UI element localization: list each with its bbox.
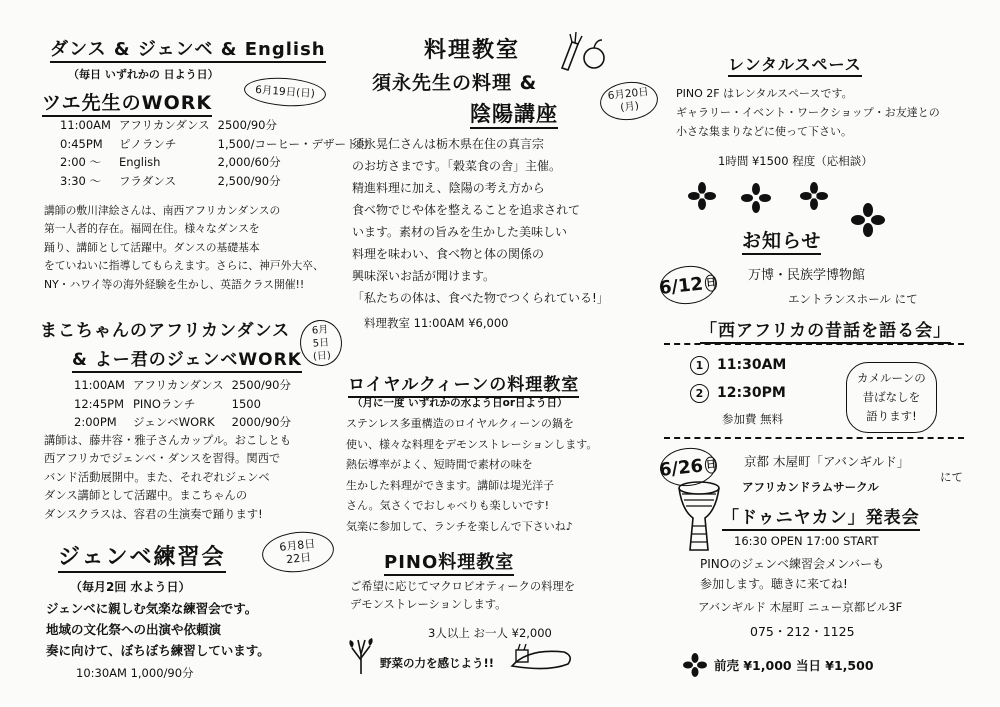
makochan-title-2: & よー君のジェンベWORK bbox=[72, 345, 302, 370]
dance-description: 講師の敷川津絵さんは、南西アフリカンダンスの 第一人者的存在。福岡在住。様々なダンスを 踊り、講師として活躍中。ダンスの基礎基本 をていねいに指導してもらえます。さらに、神戸外大卒、 NY・ハワイ等の海外経験を生かし、英語クラス開催!! bbox=[44, 204, 324, 291]
makochan-title-1: まこちゃんのアフリカンダンス bbox=[40, 321, 291, 341]
eggplant-icon bbox=[508, 640, 576, 674]
event2-venue-suffix: にて bbox=[940, 470, 963, 484]
pino-cooking-title: PINO料理教室 bbox=[384, 548, 514, 574]
djembe-practice-title: ジェンベ練習会 bbox=[58, 540, 226, 571]
flower-icon bbox=[680, 650, 710, 680]
flower-decoration-icon bbox=[686, 178, 836, 218]
vegetable-slogan: 野菜の力を感じよう!! bbox=[380, 656, 494, 670]
dance-schedule bbox=[60, 116, 377, 190]
pino-cooking-description: ご希望に応じてマクロビオティークの料理を デモンストレーションします。 bbox=[350, 580, 576, 612]
pino-cooking-price: 3人以上 お一人 ¥2,000 bbox=[428, 626, 552, 640]
teacher-cooking-title-1: 須永先生の料理 & bbox=[372, 72, 538, 94]
cooking-date-badge: 6月20日 (月) bbox=[598, 79, 660, 123]
makochan-description: 講師は、藤井容・雅子さんカップル。おこしとも 西アフリカでジェンベ・ダンスを習得。関西で バンド活動展開中。また、それぞれジェンベ ダンス講師として活躍中。まこちゃんの ダンスクラスは、容君の生演奏で踊ります! bbox=[44, 434, 292, 521]
event2-ticket-price: 前売 ¥1,000 当日 ¥1,500 bbox=[714, 658, 874, 673]
table-row: 3:30 ～ フラダンス 2,500/90分 bbox=[60, 173, 281, 188]
royal-queen-subtitle: （月に一度 いずれかの水よう日or日よう日） bbox=[352, 397, 568, 409]
event1-date-badge: 6/12 日 bbox=[658, 263, 718, 307]
djembe-description: ジェンベに親しむ気楽な練習会です。 地域の文化祭への出演や依頼演 奏に向けて、ぼちぼち練習しています。 bbox=[46, 601, 270, 658]
rental-space-price: 1時間 ¥1500 程度（応相談） bbox=[718, 154, 873, 168]
event2-phone: 075・212・1125 bbox=[750, 624, 855, 639]
royal-queen-description: ステンレス多重構造のロイヤルクィーンの鍋を 使い、様々な料理をデモンストレーションします。 熱伝導率がよく、短時間で素材の味を 生かした料理ができます。講師は堤光洋子 さん。気さくでおしゃべりも楽しいです! 気楽に参加して、ランチを楽しんで下さいね♪ bbox=[346, 417, 598, 533]
event2-open-start: 16:30 OPEN 17:00 START bbox=[734, 534, 879, 548]
event2-description: PINOのジェンベ練習会メンバーも 参加します。聴きに来てね! bbox=[700, 557, 885, 591]
royal-queen-title: ロイヤルクィーンの料理教室 bbox=[348, 370, 579, 395]
table-row: 2:00 ～ English 2,000/60分 bbox=[60, 155, 281, 170]
vegetables-icon bbox=[554, 28, 610, 74]
djembe-drum-icon bbox=[676, 480, 722, 554]
makochan-schedule bbox=[74, 376, 299, 432]
event1-venue-detail: エントランスホール にて bbox=[788, 292, 918, 306]
event1-title: 「西アフリカの昔話を語る会」 bbox=[700, 316, 951, 341]
news-title: お知らせ bbox=[742, 226, 821, 253]
event1-venue: 万博・民族学博物館 bbox=[748, 268, 866, 283]
leafy-vegetable-icon bbox=[346, 636, 376, 676]
dance-section-title: ダンス & ジェンベ & English bbox=[50, 35, 326, 61]
event1-time-1: 1 11:30AM bbox=[690, 356, 786, 375]
divider bbox=[664, 343, 964, 345]
event2-title: 「ドゥニヤカン」発表会 bbox=[722, 503, 920, 528]
event1-speech-bubble: カメルーンの 昔ばなしを 語ります! bbox=[846, 362, 937, 433]
rental-space-description: PINO 2F はレンタルスペースです。 ギャラリー・イベント・ワークショップ・お友達との 小さな集まりなどに使って下さい。 bbox=[676, 87, 940, 138]
event2-address: アバンギルド 木屋町 ニュー京都ビル3F bbox=[698, 600, 903, 614]
event1-fee: 参加費 無料 bbox=[722, 412, 784, 426]
dance-date-badge: 6月19日(日) bbox=[243, 75, 327, 109]
dance-subtitle: （毎日 いずれかの 日よう日） bbox=[68, 68, 219, 81]
cooking-description: 須永晃仁さんは栃木県在住の真言宗 のお坊さまです。「穀菜食の舎」主催。 精進料理に加え、陰陽の考え方から 食べ物でじや体を整えることを追求されて います。素材の旨みを生かした美味しい 料理を味わい、食べ物と体の関係の 興味深いお話が聞けます。 「私たちの体は、食べた物でつくられている!」 bbox=[352, 137, 609, 305]
table-row: 11:00AM アフリカンダンス 2500/90分 bbox=[60, 118, 277, 133]
table-row: 2:00PM ジェンベWORK 2000/90分 bbox=[74, 415, 291, 430]
teacher-work-title: ツエ先生のWORK bbox=[42, 88, 212, 115]
teacher-cooking-title-2: 陰陽講座 bbox=[470, 98, 558, 128]
rental-space-title: レンタルスペース bbox=[728, 52, 862, 75]
cooking-class-title: 料理教室 bbox=[424, 38, 521, 63]
djembe-date-badge: 6月8日 22日 bbox=[260, 528, 336, 575]
event2-group: アフリカンドラムサークル bbox=[742, 480, 879, 494]
event1-time-2: 2 12:30PM bbox=[690, 384, 786, 403]
table-row: 11:00AM アフリカンダンス 2500/90分 bbox=[74, 378, 291, 393]
table-row: 12:45PM PINOランチ 1500 bbox=[74, 396, 261, 411]
event2-venue: 京都 木屋町「アバンギルド」 bbox=[744, 454, 910, 469]
divider bbox=[664, 437, 964, 439]
cooking-time-price: 料理教室 11:00AM ¥6,000 bbox=[364, 316, 509, 330]
flower-icon bbox=[848, 200, 888, 240]
makochan-date-badge: 6月 5日 (日) bbox=[298, 319, 343, 368]
djembe-time-price: 10:30AM 1,000/90分 bbox=[76, 666, 194, 680]
table-row: 0:45PM ピノランチ 1,500/コーヒー・デザート付 bbox=[60, 136, 370, 151]
event2-date-badge: 6/26 日 bbox=[658, 445, 718, 489]
djembe-subtitle: （毎月2回 水よう日） bbox=[70, 580, 191, 594]
